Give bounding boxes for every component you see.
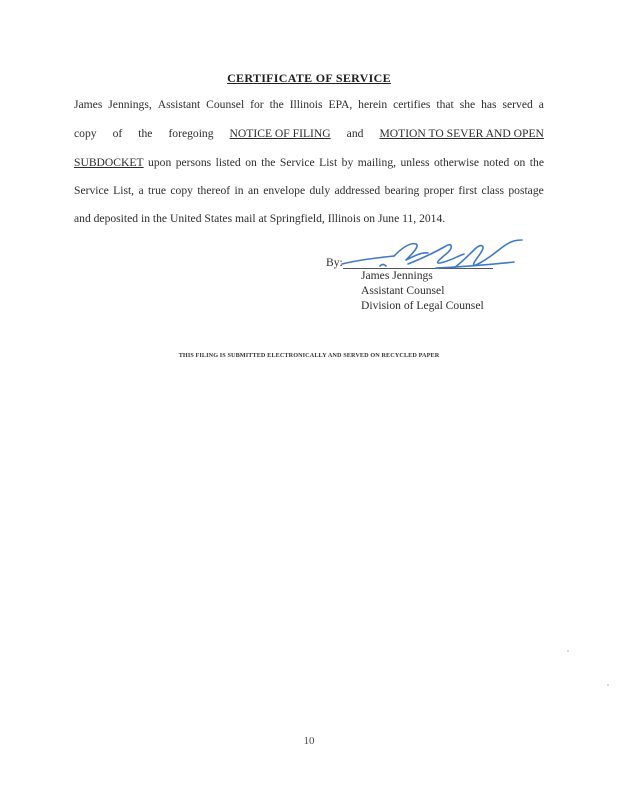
page-number: 10 [303, 735, 315, 747]
word: Assistant [157, 98, 201, 111]
word: listed [215, 156, 241, 169]
word: a [538, 98, 544, 111]
signer-division: Division of Legal Counsel [361, 299, 484, 312]
word: that [436, 98, 454, 111]
word: proper [423, 184, 454, 197]
body-line-5: and deposited in the United States mail at Springfield, Illinois on June 11, 2014. [74, 212, 446, 225]
word: addressed [334, 184, 381, 197]
word: the [529, 156, 544, 169]
word: Illinois [289, 98, 323, 111]
subdocket-reference: SUBDOCKET [74, 156, 144, 169]
word: true [147, 184, 167, 197]
word: by [341, 156, 354, 169]
word: James [74, 98, 103, 111]
recycled-paper-note: THIS FILING IS SUBMITTED ELECTRONICALLY AND SERVED ON RECYCLED PAPER [178, 352, 440, 359]
word: on [245, 156, 257, 169]
word: served [502, 98, 533, 111]
body-line-3 [74, 156, 544, 170]
word: copy [170, 184, 193, 197]
word: unless [400, 156, 430, 169]
word: an [247, 184, 259, 197]
motion-to-sever-reference: MOTION TO SEVER AND OPEN [379, 127, 544, 140]
word: List [319, 156, 338, 169]
word: persons [175, 156, 212, 169]
word: certifies [393, 98, 431, 111]
by-label: By: [326, 256, 343, 269]
certificate-title: CERTIFICATE OF SERVICE [227, 71, 391, 85]
word: class [481, 184, 504, 197]
word: for [250, 98, 264, 111]
word: of [112, 127, 123, 140]
word: Jennings, [108, 98, 152, 111]
body-line-4 [74, 184, 544, 198]
word: duly [309, 184, 331, 197]
word: the [261, 156, 276, 169]
word: herein [358, 98, 388, 111]
word: noted [483, 156, 510, 169]
word: EPA, [328, 98, 353, 111]
word: first [458, 184, 478, 197]
word: Counsel [206, 98, 245, 111]
word: Service [279, 156, 315, 169]
word: the [269, 98, 284, 111]
word: mailing, [357, 156, 397, 169]
word: a [138, 184, 144, 197]
body-line-2-and: and [346, 127, 364, 140]
word: postage [508, 184, 544, 197]
scan-speck [607, 684, 609, 686]
word: bearing [384, 184, 420, 197]
word: foregoing [168, 127, 214, 140]
word: otherwise [433, 156, 480, 169]
word: thereof [197, 184, 231, 197]
signer-title: Assistant Counsel [361, 284, 445, 297]
word: on [513, 156, 526, 169]
body-line-1 [74, 98, 544, 112]
word: Service [74, 184, 109, 197]
word: she [459, 98, 476, 111]
body-line-2 [74, 127, 544, 141]
signer-name: James Jennings [361, 269, 433, 282]
notice-of-filing-reference: NOTICE OF FILING [229, 127, 331, 140]
word: envelope [263, 184, 306, 197]
word: the [138, 127, 153, 140]
word: List, [113, 184, 135, 197]
word: in [234, 184, 244, 197]
word: upon [148, 156, 172, 169]
scan-speck [567, 650, 569, 652]
word: has [481, 98, 497, 111]
word: copy [74, 127, 97, 140]
